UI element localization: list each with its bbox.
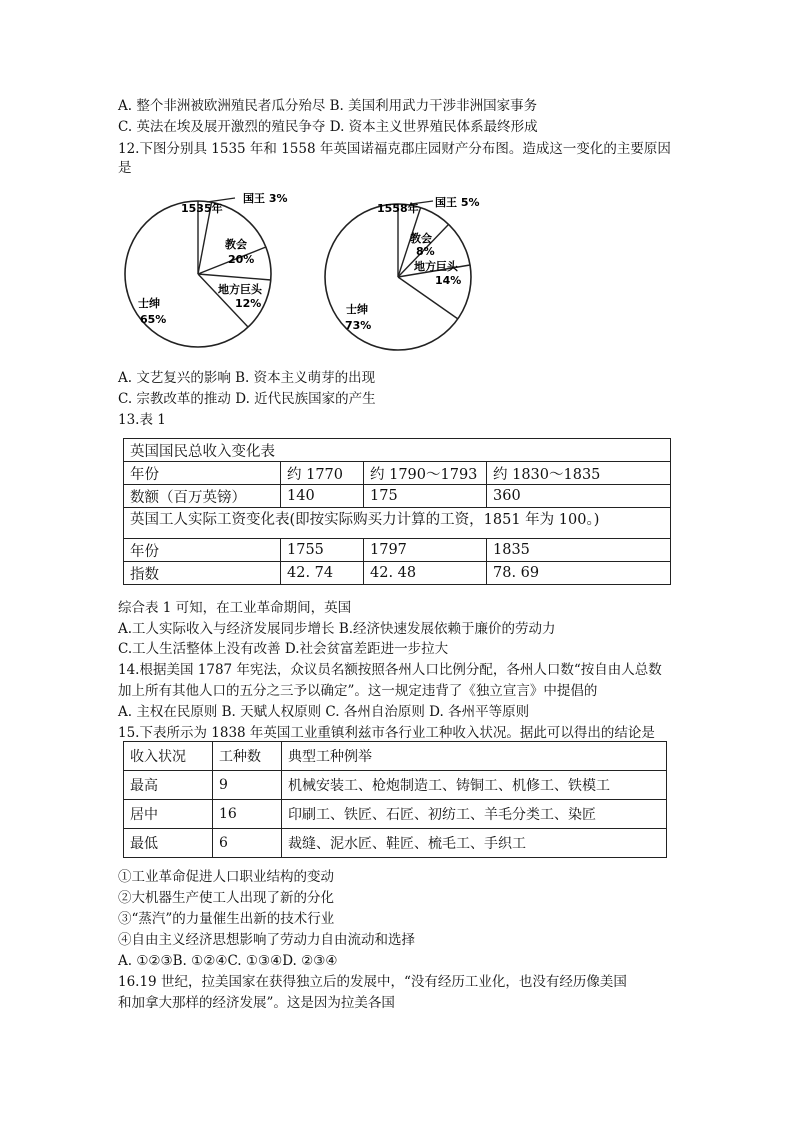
table-cell: 约 1770 [281,462,364,485]
table-cell: 78. 69 [487,562,671,585]
table-cell: 最高 [124,771,213,800]
pie-1535-local-value: 12% [235,297,262,310]
table-cell: 16 [213,800,282,829]
table-cell: 印刷工、铁匠、石匠、初纺工、羊毛分类工、染匠 [282,800,667,829]
pie-1558-king-label: 国王 5% [435,196,480,209]
table-cell: 指数 [124,562,281,585]
q14-options: A. 主权在民原则 B. 天赋人权原则 C. 各州自治原则 D. 各州平等原则 [118,704,530,720]
pie-1535-gentry-label: 士绅 [138,297,160,310]
table-cell: 居中 [124,800,213,829]
pie-1535-local-label: 地方巨头 [218,283,262,296]
pie-1558-church-value: 8% [416,245,435,258]
q16-stem: 16.19 世纪，拉美国家在获得独立后的发展中，“没有经历工业化，也没有经历像美国 [118,974,627,990]
table-cell: 42. 74 [281,562,364,585]
pie-1535-title: 1535年 [181,202,223,215]
table-header-cell: 典型工种例举 [282,742,667,771]
table-cell: 140 [281,485,364,508]
table-row [124,539,671,562]
pie-charts [115,186,485,358]
pie-1535-king-label: 国王 3% [243,192,288,205]
table-cell: 年份 [124,462,281,485]
pie-1535-church-value: 20% [228,253,255,266]
table-cell: 42. 48 [364,562,487,585]
q15-statement-2: ②大机器生产使工人出现了新的分化 [118,890,334,906]
pie-1558-gentry-label: 士绅 [346,303,368,316]
table-1 [123,438,671,585]
q13-stem: 综合表 1 可知，在工业革命期间，英国 [118,600,352,616]
pie-1558-gentry-value: 73% [345,319,372,332]
q11-option-cd: C. 英法在埃及展开激烈的殖民争夺 D. 资本主义世界殖民体系最终形成 [118,119,538,135]
q15-options: A. ①②③B. ①②④C. ①③④D. ②③④ [118,953,338,969]
table-cell: 约 1790～1793 [364,462,487,485]
pie-1558-local-value: 14% [435,274,462,287]
q14-stem: 14.根据美国 1787 年宪法，众议员名额按照各州人口比例分配，各州人口数“按自由人总数 [118,662,662,678]
q13-option-cd: C.工人生活整体上没有改善 D.社会贫富差距进一步拉大 [118,641,449,657]
q12-stem: 12.下图分别具 1535 年和 1558 年英国诺福克郡庄园财产分布图。造成这一变化的主要原因 [118,141,671,157]
q15-statement-3: ③“蒸汽”的力量催生出新的技术行业 [118,911,335,927]
table1-title-income: 英国国民总收入变化表 [124,439,671,462]
table-cell: 1797 [364,539,487,562]
table-row [124,562,671,585]
table-2 [123,741,667,858]
table-row [124,771,667,800]
table1-title-wage: 英国工人实际工资变化表(即按实际购买力计算的工资，1851 年为 100。) [124,508,671,539]
table-cell: 6 [213,829,282,858]
table-cell: 9 [213,771,282,800]
q12-option-cd: C. 宗教改革的推动 D. 近代民族国家的产生 [118,391,376,407]
q16-stem-cont: 和加拿大那样的经济发展”。这是因为拉美各国 [118,995,395,1011]
q11-option-ab: A. 整个非洲被欧洲殖民者瓜分殆尽 B. 美国利用武力干涉非洲国家事务 [118,98,538,114]
table-cell: 裁缝、泥水匠、鞋匠、梳毛工、手织工 [282,829,667,858]
table-row [124,485,671,508]
table-cell: 1835 [487,539,671,562]
table-row [124,829,667,858]
q15-statement-1: ①工业革命促进人口职业结构的变动 [118,869,334,885]
table-cell: 机械安装工、枪炮制造工、铸铜工、机修工、铁模工 [282,771,667,800]
table-cell: 360 [487,485,671,508]
q12-stem-cont: 是 [118,160,132,176]
q13-label: 13.表 1 [118,412,166,428]
table-row [124,742,667,771]
table-row [124,508,671,539]
table-row [124,439,671,462]
pie-1558 [325,195,480,350]
table-header-cell: 工种数 [213,742,282,771]
pie-1558-church-label: 教会 [410,232,432,245]
q12-option-ab: A. 文艺复兴的影响 B. 资本主义萌芽的出现 [118,370,376,386]
pie-1558-local-label: 地方巨头 [414,260,458,273]
q13-option-ab: A.工人实际收入与经济发展同步增长 B.经济快速发展依赖于廉价的劳动力 [118,621,556,637]
pie-1535 [125,191,288,347]
pie-1535-gentry-value: 65% [140,313,167,326]
table-cell: 约 1830～1835 [487,462,671,485]
table-row [124,800,667,829]
table-cell: 175 [364,485,487,508]
table-header-cell: 收入状况 [124,742,213,771]
table-cell: 最低 [124,829,213,858]
pie-1558-title: 1558年 [377,202,419,215]
table-row [124,462,671,485]
table-cell: 1755 [281,539,364,562]
table-cell: 年份 [124,539,281,562]
q14-stem-cont: 加上所有其他人口的五分之三予以确定”。这一规定违背了《独立宣言》中提倡的 [118,683,598,699]
table-cell: 数额（百万英镑） [124,485,281,508]
q15-stem: 15.下表所示为 1838 年英国工业重镇利兹市各行业工种收入状况。据此可以得出的结论是 [118,725,655,741]
pie-1535-church-label: 教会 [225,238,247,251]
q15-statement-4: ④自由主义经济思想影响了劳动力自由流动和选择 [118,932,415,948]
